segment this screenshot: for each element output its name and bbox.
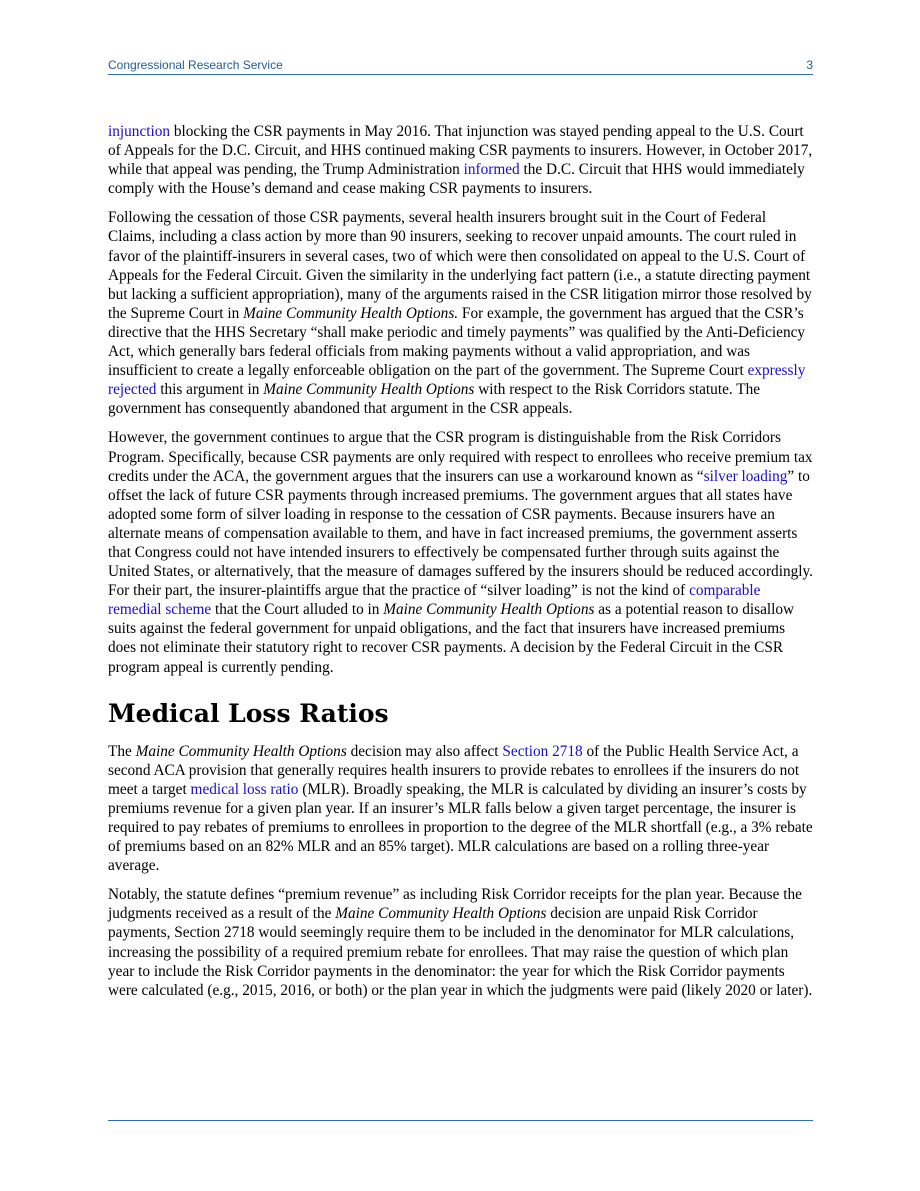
header-publisher: Congressional Research Service (108, 58, 283, 72)
link-section-2718[interactable]: Section 2718 (502, 742, 583, 760)
paragraph-1-text-a: blocking the CSR payments in May 2016. That injunction was stayed pending appeal to the U.S. Court of Appeals for the D.C. Circuit, and HHS continued making CSR payments to insurers. However, in October 2017, while that appeal was pending, the Trump Administration (108, 123, 813, 179)
paragraph-3-text-c: that the Court alluded to in (211, 601, 384, 619)
case-name-italic: Maine Community Health Options (383, 601, 595, 619)
paragraph-2-text-a: Following the cessation of those CSR payments, several health insurers brought suit in the Court of Federal Claims, including a class action by more than 90 insurers, seeking to recover unpaid amounts. The court ruled in favor of the plaintiff-insurers in several cases, two of which were then consolidated on appeal to the U.S. Court of Appeals for the Federal Circuit. Given the similarity in the underlying fact pattern (i.e., a statute directing payment but lacking a sufficient appropriation), many of the arguments raised in the CSR litigation mirror those resolved by the Supreme Court in (108, 209, 812, 322)
case-name-italic: Maine Community Health Options (263, 381, 475, 399)
case-name-italic: Maine Community Health Options. (243, 304, 459, 322)
link-medical-loss-ratio[interactable]: medical loss ratio (190, 780, 299, 798)
paragraph-5 (108, 885, 813, 1000)
paragraph-1 (108, 122, 813, 198)
header-rule (108, 74, 813, 75)
link-informed[interactable]: informed (463, 161, 520, 179)
paragraph-2 (108, 208, 813, 418)
paragraph-4-text-d: (MLR). Broadly speaking, the MLR is calculated by dividing an insurer’s costs by premiums revenue for a given plan year. If an insurer’s MLR falls below a given target percentage, the insurer is required to pay rebates of premiums to enrollees in proportion to the degree of the MLR shortfall (e.g., a 3% rebate of premiums based on an 82% MLR and an 85% target). MLR calculations are based on a rolling three-year average. (108, 780, 813, 875)
link-comparable-remedial-scheme[interactable]: comparable remedial scheme (108, 582, 761, 619)
paragraph-2-text-d: with respect to the Risk Corridors statute. The government has consequently abandoned that argument in the CSR appeals. (108, 381, 761, 418)
footer-rule (108, 1120, 813, 1121)
paragraph-2-text-c: this argument in (156, 381, 264, 399)
body-content (108, 122, 813, 1010)
paragraph-3-text-d: as a potential reason to disallow suits against the federal government for unpaid obligations, and the fact that insurers have increased premiums does not eliminate their statutory right to recover CSR payments. A decision by the Federal Circuit in the CSR program appeal is currently pending. (108, 601, 795, 676)
paragraph-2-text-b: For example, the government has argued that the CSR’s directive that the HHS Secretary “shall make periodic and timely payments” was qualified by the Anti-Deficiency Act, which generally bars federal officials from making payments without a valid appropriation, and was insufficient to create a legally enforceable obligation on the part of the government. The Supreme Court (108, 304, 806, 380)
page-header (108, 58, 813, 74)
paragraph-3-text-b: ” to offset the lack of future CSR payments through increased premiums. The government argues that all states have adopted some form of silver loading in response to the cessation of CSR payments. Because insurers have an alternate means of compensation available to them, and have in fact increased premiums, the government asserts that Congress could not have intended insurers to effectively be compensated further through suits against the United States, or alternatively, that the measure of damages suffered by the insurers should be reduced accordingly. For their part, the insurer-plaintiffs argue that the practice of “silver loading” is not the kind of (108, 467, 813, 600)
link-silver-loading[interactable]: silver loading (703, 467, 788, 485)
paragraph-3-text-a: However, the government continues to argue that the CSR program is distinguishable from the Risk Corridors Program. Specifically, because CSR payments are only required with respect to enrollees who receive premium tax credits under the ACA, the government argues that the insurers can use a workaround known as “ (108, 429, 813, 485)
paragraph-3 (108, 428, 813, 676)
paragraph-4-text-b: decision may also affect (346, 742, 503, 760)
case-name-italic: Maine Community Health Options (135, 742, 347, 760)
link-expressly-rejected[interactable]: expressly rejected (108, 362, 806, 399)
section-heading: Medical Loss Ratios (108, 698, 389, 728)
paragraph-1-text-b: the D.C. Circuit that HHS would immediately comply with the House’s demand and cease making CSR payments to insurers. (108, 161, 805, 198)
link-injunction[interactable]: injunction (108, 123, 171, 140)
case-name-italic: Maine Community Health Options (335, 905, 547, 923)
paragraph-4 (108, 742, 813, 876)
paragraph-5-text-b: decision are unpaid Risk Corridor payments, Section 2718 would seemingly require them to be included in the denominator for MLR calculations, increasing the possibility of a required premium rebate for enrollees. That may raise the question of which plan year to include the Risk Corridor payments in the denominator: the year for which the Risk Corridor payments were calculated (e.g., 2015, 2016, or both) or the plan year in which the judgments were paid (likely 2020 or later). (108, 905, 813, 999)
paragraph-5-text-a: Notably, the statute defines “premium revenue” as including Risk Corridor receipts for the plan year. Because the judgments received as a result of the (108, 886, 802, 923)
paragraph-4-text-a: The (108, 742, 136, 760)
header-page-number: 3 (806, 58, 813, 72)
paragraph-4-text-c: of the Public Health Service Act, a second ACA provision that generally requires health insurers to provide rebates to enrollees if the insurers do not meet a target (108, 742, 800, 798)
